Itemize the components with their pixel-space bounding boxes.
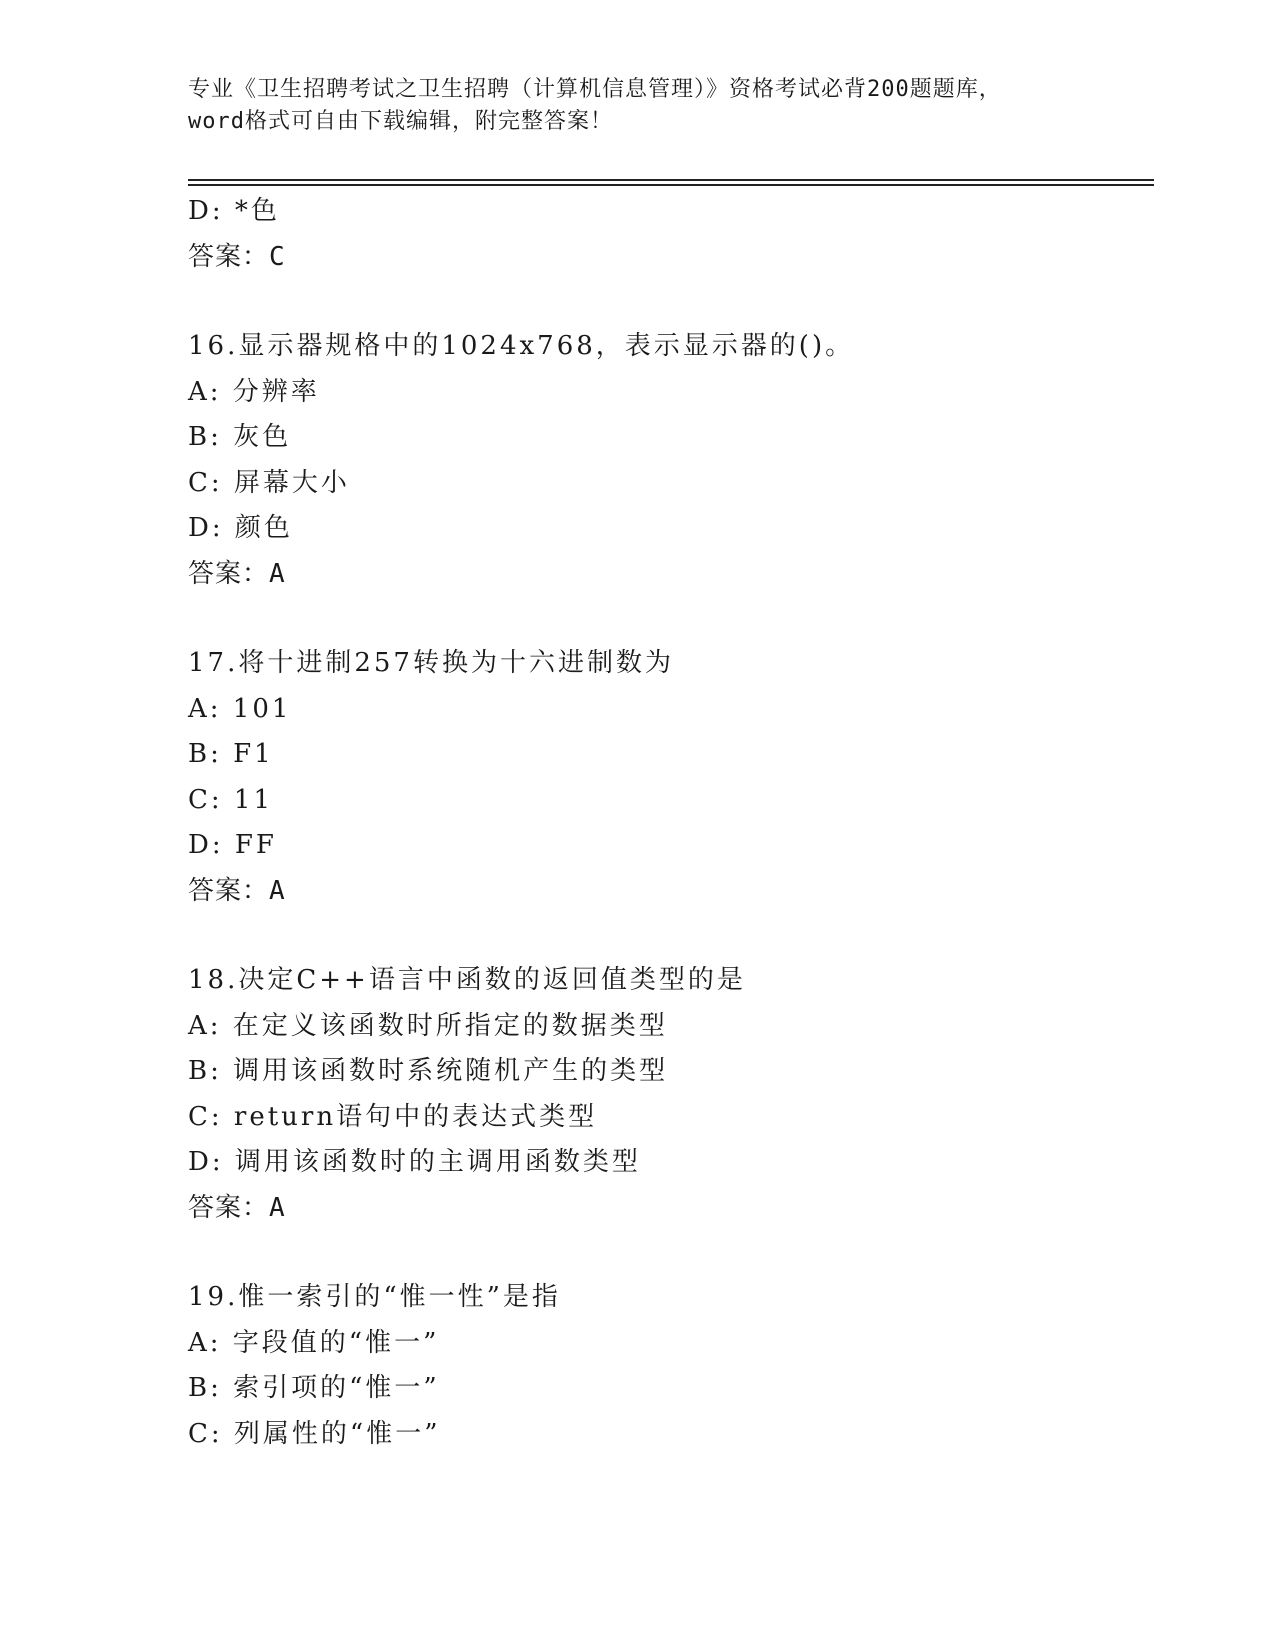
question-list [188,189,1148,1457]
header-line-1: 专业《卫生招聘考试之卫生招聘（计算机信息管理）》资格考试必背200题题库， [188,77,1002,102]
question-stem: 17.将十进制257转换为十六进制数为 [188,648,674,678]
option-c: C: return语句中的表达式类型 [188,1101,598,1132]
option-d: D: *色 [188,196,280,226]
question-16 [188,324,1148,597]
question-stem: 16.显示器规格中的1024x768，表示显示器的()。 [188,331,855,361]
option-b: B: F1 [188,739,274,769]
question-stem: 18.决定C++语言中函数的返回值类型的是 [188,965,746,995]
option-d: D: 调用该函数时的主调用函数类型 [188,1147,641,1177]
option-c: C: 屏幕大小 [188,467,350,498]
question-19 [188,1275,1148,1457]
option-b: B: 灰色 [188,422,292,452]
answer: 答案：A [188,1192,286,1223]
header-divider-top [188,179,1154,181]
option-d: D: 颜色 [188,513,293,543]
question-stem: 19.惟一索引的“惟一性”是指 [188,1282,561,1312]
document-header [188,74,1108,138]
header-divider-bottom [188,184,1154,186]
option-d: D: FF [188,830,277,860]
option-c: C: 11 [188,784,274,815]
answer: 答案：A [188,875,286,906]
option-a: A: 在定义该函数时所指定的数据类型 [188,1010,668,1041]
answer: 答案：C [188,241,286,272]
option-c: C: 列属性的“惟一” [188,1418,441,1449]
option-a: A: 101 [188,693,292,724]
question-18 [188,958,1148,1231]
option-a: A: 字段值的“惟一” [188,1327,440,1358]
header-line-2: word格式可自由下载编辑，附完整答案！ [188,109,613,134]
option-b: B: 调用该函数时系统随机产生的类型 [188,1056,669,1086]
answer: 答案：A [188,558,286,589]
question-15-tail [188,189,1148,280]
option-b: B: 索引项的“惟一” [188,1373,440,1403]
question-17 [188,641,1148,914]
option-a: A: 分辨率 [188,376,320,407]
